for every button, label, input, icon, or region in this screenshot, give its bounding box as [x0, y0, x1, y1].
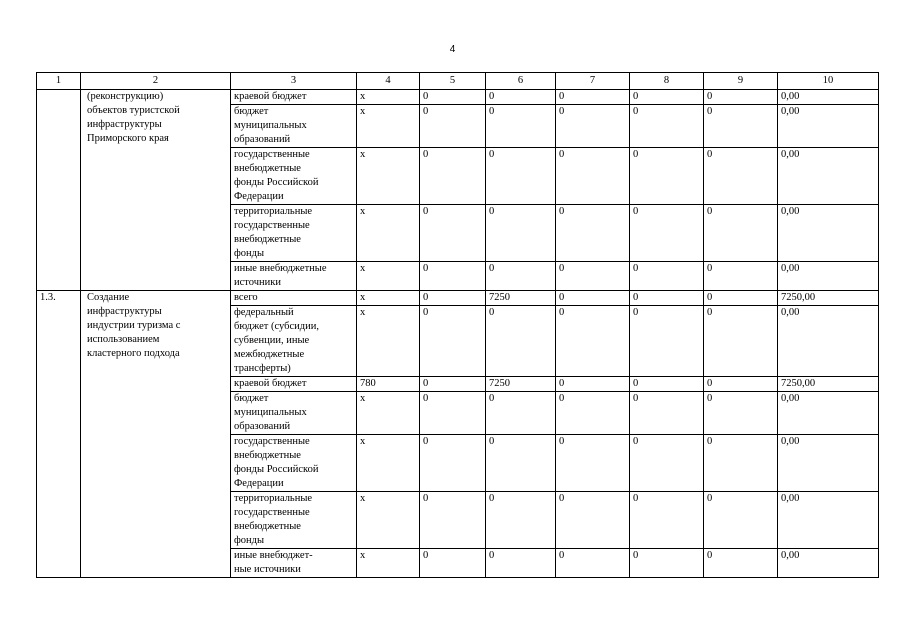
funding-source: бюджет муниципальных образований	[231, 105, 357, 148]
col-9-value: 0	[704, 90, 778, 105]
col-8-value: 0	[630, 105, 704, 148]
col-7-value: 0	[556, 549, 630, 578]
col-9-value: 0	[704, 492, 778, 549]
col-9-value: 0	[704, 392, 778, 435]
col-7-value: 0	[556, 262, 630, 291]
col-8-value: 0	[630, 262, 704, 291]
col-8-value: 0	[630, 549, 704, 578]
col-4-value: 780	[357, 377, 420, 392]
funding-source: иные внебюджетные источники	[231, 262, 357, 291]
header-col-4: 4	[357, 73, 420, 90]
col-6-value: 0	[486, 205, 556, 262]
col-8-value: 0	[630, 90, 704, 105]
col-8-value: 0	[630, 392, 704, 435]
total-value: 0,00	[778, 262, 879, 291]
total-value: 0,00	[778, 306, 879, 377]
funding-source: государственные внебюджетные фонды Российской Федерации	[231, 435, 357, 492]
col-9-value: 0	[704, 148, 778, 205]
col-4-value: х	[357, 392, 420, 435]
col-5-value: 0	[420, 90, 486, 105]
header-col-1: 1	[37, 73, 81, 90]
header-col-10: 10	[778, 73, 879, 90]
total-value: 0,00	[778, 392, 879, 435]
col-6-value: 7250	[486, 377, 556, 392]
col-5-value: 0	[420, 492, 486, 549]
col-8-value: 0	[630, 205, 704, 262]
col-7-value: 0	[556, 291, 630, 306]
col-5-value: 0	[420, 306, 486, 377]
item-number	[37, 90, 81, 291]
col-5-value: 0	[420, 205, 486, 262]
col-9-value: 0	[704, 205, 778, 262]
header-col-6: 6	[486, 73, 556, 90]
total-value: 0,00	[778, 549, 879, 578]
funding-source: территориальные государственные внебюджетные фонды	[231, 205, 357, 262]
col-6-value: 0	[486, 392, 556, 435]
col-8-value: 0	[630, 291, 704, 306]
col-5-value: 0	[420, 148, 486, 205]
col-6-value: 0	[486, 435, 556, 492]
col-4-value: х	[357, 291, 420, 306]
col-6-value: 0	[486, 306, 556, 377]
total-value: 7250,00	[778, 291, 879, 306]
col-7-value: 0	[556, 306, 630, 377]
total-value: 0,00	[778, 205, 879, 262]
funding-source: краевой бюджет	[231, 90, 357, 105]
col-8-value: 0	[630, 435, 704, 492]
col-9-value: 0	[704, 306, 778, 377]
col-4-value: х	[357, 262, 420, 291]
col-8-value: 0	[630, 492, 704, 549]
col-6-value: 0	[486, 549, 556, 578]
item-name: (реконструкцию) объектов туристской инфраструктуры Приморского края	[81, 90, 231, 291]
col-4-value: х	[357, 492, 420, 549]
col-5-value: 0	[420, 392, 486, 435]
funding-source: федеральный бюджет (субсидии, субвенции, иные межбюджетные трансферты)	[231, 306, 357, 377]
col-5-value: 0	[420, 262, 486, 291]
table-row	[37, 90, 879, 105]
col-5-value: 0	[420, 105, 486, 148]
total-value: 7250,00	[778, 377, 879, 392]
funding-source: всего	[231, 291, 357, 306]
col-7-value: 0	[556, 392, 630, 435]
funding-source: иные внебюджет- ные источники	[231, 549, 357, 578]
col-6-value: 0	[486, 148, 556, 205]
table-body	[37, 90, 879, 578]
col-9-value: 0	[704, 549, 778, 578]
col-7-value: 0	[556, 492, 630, 549]
header-row	[37, 73, 879, 90]
total-value: 0,00	[778, 105, 879, 148]
col-4-value: х	[357, 148, 420, 205]
col-5-value: 0	[420, 435, 486, 492]
col-4-value: х	[357, 549, 420, 578]
col-9-value: 0	[704, 105, 778, 148]
col-7-value: 0	[556, 377, 630, 392]
col-5-value: 0	[420, 291, 486, 306]
col-6-value: 0	[486, 90, 556, 105]
col-8-value: 0	[630, 306, 704, 377]
funding-source: территориальные государственные внебюджетные фонды	[231, 492, 357, 549]
col-6-value: 0	[486, 105, 556, 148]
total-value: 0,00	[778, 492, 879, 549]
budget-table	[36, 72, 879, 578]
col-6-value: 0	[486, 262, 556, 291]
header-col-8: 8	[630, 73, 704, 90]
col-4-value: х	[357, 306, 420, 377]
col-6-value: 0	[486, 492, 556, 549]
total-value: 0,00	[778, 148, 879, 205]
col-4-value: х	[357, 435, 420, 492]
header-col-5: 5	[420, 73, 486, 90]
header-col-3: 3	[231, 73, 357, 90]
total-value: 0,00	[778, 90, 879, 105]
col-8-value: 0	[630, 148, 704, 205]
header-col-2: 2	[81, 73, 231, 90]
header-col-7: 7	[556, 73, 630, 90]
total-value: 0,00	[778, 435, 879, 492]
col-4-value: х	[357, 90, 420, 105]
col-7-value: 0	[556, 90, 630, 105]
col-7-value: 0	[556, 205, 630, 262]
col-6-value: 7250	[486, 291, 556, 306]
header-col-9: 9	[704, 73, 778, 90]
col-7-value: 0	[556, 105, 630, 148]
funding-source: государственные внебюджетные фонды Российской Федерации	[231, 148, 357, 205]
col-9-value: 0	[704, 291, 778, 306]
col-8-value: 0	[630, 377, 704, 392]
col-5-value: 0	[420, 377, 486, 392]
table-row	[37, 291, 879, 306]
col-5-value: 0	[420, 549, 486, 578]
col-4-value: х	[357, 105, 420, 148]
col-7-value: 0	[556, 435, 630, 492]
col-9-value: 0	[704, 435, 778, 492]
page-number: 4	[449, 44, 456, 55]
col-7-value: 0	[556, 148, 630, 205]
funding-source: бюджет муниципальных образований	[231, 392, 357, 435]
item-name: Создание инфраструктуры индустрии туризма с использованием кластерного подхода	[81, 291, 231, 578]
col-4-value: х	[357, 205, 420, 262]
funding-source: краевой бюджет	[231, 377, 357, 392]
col-9-value: 0	[704, 377, 778, 392]
col-9-value: 0	[704, 262, 778, 291]
item-number: 1.3.	[37, 291, 81, 578]
